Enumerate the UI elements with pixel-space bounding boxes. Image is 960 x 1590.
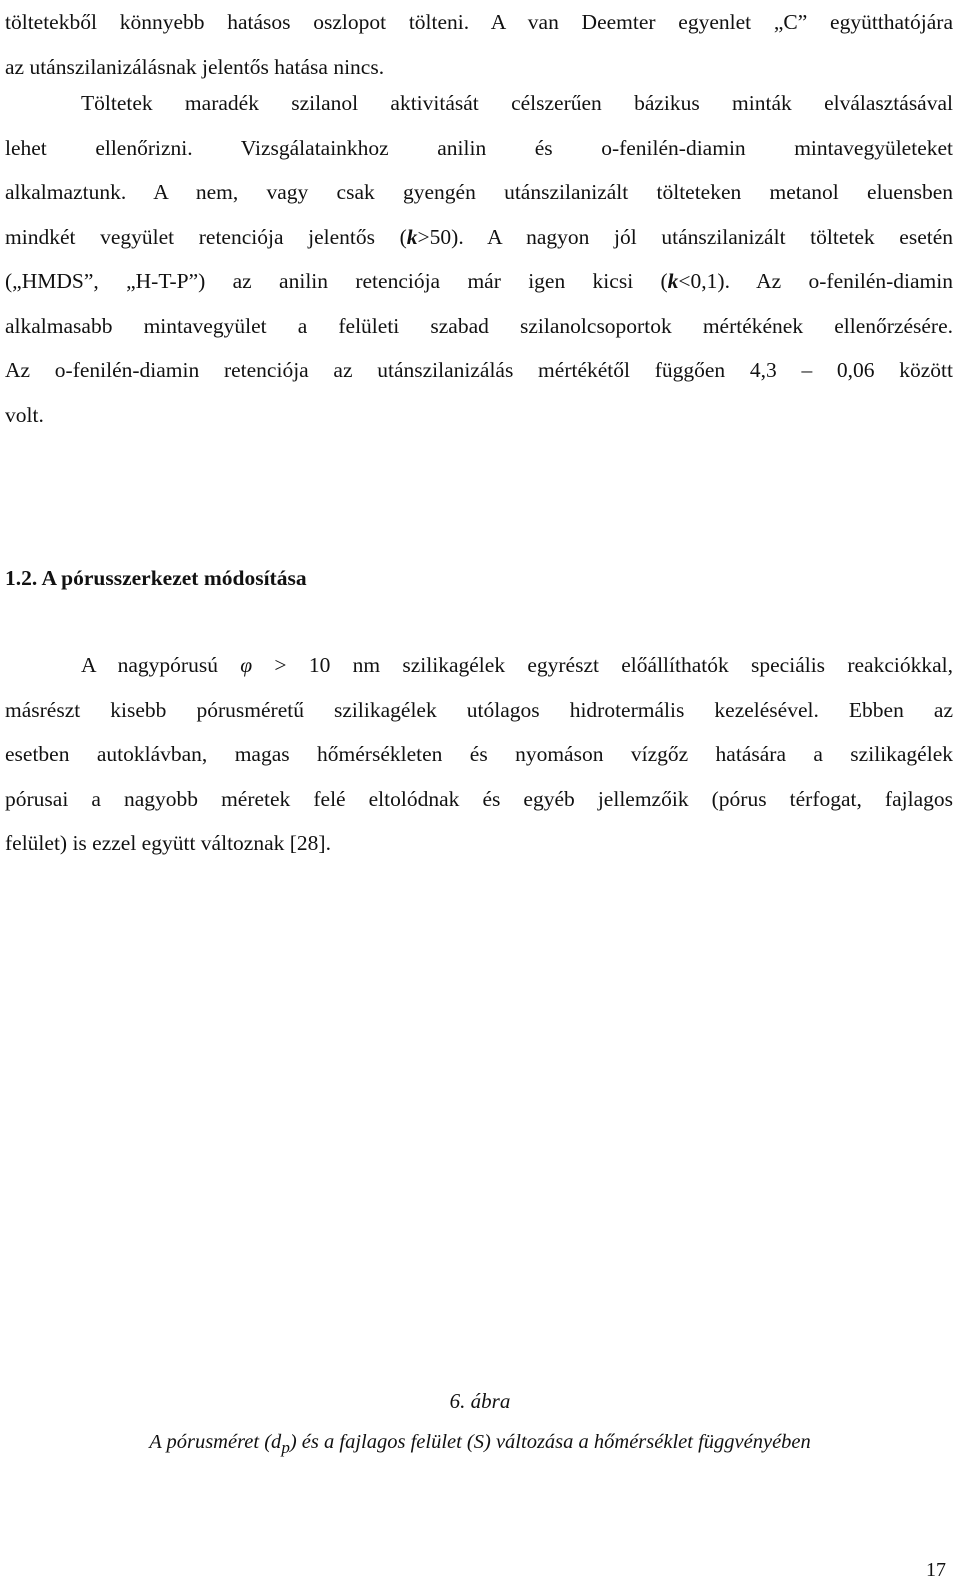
text-line: volt. [5, 402, 44, 427]
figure-number: 6. ábra [449, 1389, 511, 1413]
figure-caption [0, 1427, 960, 1463]
text-run: mindkét vegyület retenciója jelentős ( [5, 224, 407, 249]
text-line: lehet ellenőrizni. Vizsgálatainkhoz anilin és o-fenilén-diamin mintavegyületeket [5, 135, 953, 160]
paragraph-deemter [5, 0, 953, 89]
text-line: felület) is ezzel együtt változnak [28]. [5, 831, 331, 855]
text-line [5, 643, 953, 688]
retention-factor-symbol: k [667, 269, 679, 293]
text-run: >50). A nagyon jól utánszilanizált töltetek esetén [417, 224, 953, 249]
text-line: Töltetek maradék szilanol aktivitását célszerűen bázikus minták elválasztásával [81, 91, 953, 115]
text-line: töltetekből könnyebb hatásos oszlopot tölteni. A van Deemter egyenlet „C” együtthatójára [5, 10, 953, 34]
text-line: alkalmasabb mintavegyület a felületi szabad szilanolcsoportok mértékének ellenőrzésére. [5, 313, 953, 338]
text-line [5, 215, 953, 260]
text-line: alkalmaztunk. A nem, vagy csak gyengén utánszilanizált tölteteken metanol eluensben [5, 180, 953, 204]
text-run: > 10 nm szilikagélek egyrészt előállíthatók speciális reakciókkal, [252, 653, 953, 677]
pore-diameter-symbol: φ [240, 653, 253, 677]
text-line: esetben autoklávban, magas hőmérsékleten és nyomáson vízgőz hatására a szilikagélek [5, 742, 953, 766]
text-line: Az o-fenilén-diamin retenciója az utánszilanizálás mértékétől függően 4,3 – 0,06 között [5, 358, 953, 382]
text-run: <0,1). Az o-fenilén-diamin [678, 269, 953, 293]
section-heading: 1.2. A pórusszerkezet módosítása [5, 566, 307, 590]
caption-text: A pórusméret (d [149, 1431, 282, 1453]
paragraph-pore-structure [5, 643, 953, 866]
text-line [5, 259, 953, 304]
caption-subscript: p [281, 1438, 290, 1458]
text-line: másrészt kisebb pórusméretű szilikagélek utólagos hidrotermális kezelésével. Ebben az [5, 697, 953, 722]
text-line: az utánszilanizálásnak jelentős hatása nincs. [5, 54, 385, 79]
page-number: 17 [926, 1559, 946, 1581]
paragraph-silanol [5, 81, 953, 437]
text-line: pórusai a nagyobb méretek felé eltolódnak és egyéb jellemzőik (pórus térfogat, fajlagos [5, 786, 953, 811]
text-run: A nagypórusú [81, 653, 241, 677]
retention-factor-symbol: k [406, 224, 418, 249]
caption-text: ) és a fajlagos felület (S) változása a hőmérséklet függvényében [289, 1431, 811, 1453]
text-run: („HMDS”, „H-T-P”) az anilin retenciója már igen kicsi ( [5, 269, 668, 293]
